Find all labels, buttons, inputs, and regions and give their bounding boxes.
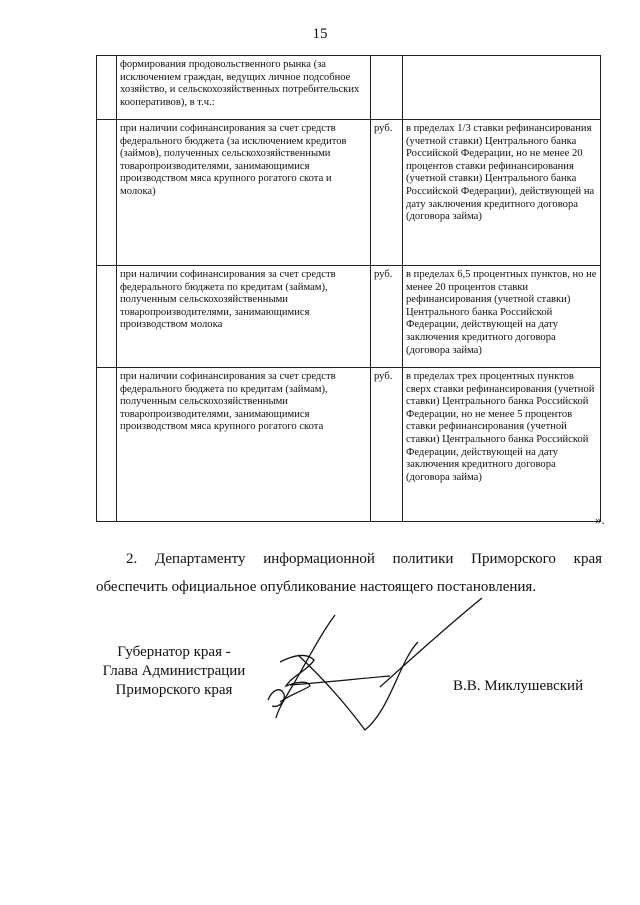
- signer-title: [84, 643, 264, 700]
- page-number: 15: [312, 26, 328, 42]
- description-cell: при наличии софинансирования за счет средств федерального бюджета (за исключением кредитов (займов), полученных сельскохозяйственными товаропроизводителями, занимающимися производством мяса крупного рогатого скота и молока): [117, 120, 371, 266]
- signer-title-line: Губернатор края -: [117, 644, 231, 660]
- unit-cell: руб.: [371, 120, 403, 266]
- row-number-cell: [97, 56, 117, 120]
- value-cell: в пределах 6,5 процентных пунктов, но не менее 20 процентов ставки рефинансирования (учетной ставки) Центрального банка Российской Федерации, действующей на дату заключения кредитного договора (договора займа): [403, 266, 601, 368]
- row-number-cell: [97, 120, 117, 266]
- handwritten-signature: [250, 590, 500, 750]
- table-row: [97, 266, 601, 368]
- description-cell: формирования продовольственного рынка (за исключением граждан, ведущих личное подсобное хозяйство, и сельскохозяйственных потребительских кооперативов), в т.ч.:: [117, 56, 371, 120]
- value-cell: в пределах трех процентных пунктов сверх ставки рефинансирования (учетной ставки) Центрального банка Российской Федерации, но не менее 5 процентов ставки рефинансирования (учетной ставки) Центрального банка Российской Федерации, действующей на дату заключения кредитного договора (договора займа): [403, 368, 601, 522]
- table-row: [97, 56, 601, 120]
- table-row: [97, 368, 601, 522]
- signer-title-line: Глава Администрации: [102, 663, 246, 679]
- closing-quote: ».: [595, 512, 605, 527]
- row-number-cell: [97, 368, 117, 522]
- paragraph-2: 2. Департаменту информационной политики Приморского края обеспечить официальное опубликование настоящего постановления.: [96, 551, 602, 595]
- unit-cell: руб.: [371, 368, 403, 522]
- signer-name: В.В. Миклушевский: [453, 678, 584, 694]
- signer-title-line: Приморского края: [115, 682, 233, 698]
- row-number-cell: [97, 266, 117, 368]
- value-cell: [403, 56, 601, 120]
- value-cell: в пределах 1/3 ставки рефинансирования (учетной ставки) Центрального банка Российской Федерации, но не менее 20 процентов ставки рефинансирования (учетной ставки) Центрального банка Российской Федерации), действующей на дату заключения кредитного договора (договора займа): [403, 120, 601, 266]
- description-cell: при наличии софинансирования за счет средств федерального бюджета по кредитам (займам), полученным сельскохозяйственными товаропроизводителями, занимающимися производством мяса крупного рогатого скота: [117, 368, 371, 522]
- unit-cell: руб.: [371, 266, 403, 368]
- table-row: [97, 120, 601, 266]
- unit-cell: [371, 56, 403, 120]
- description-cell: при наличии софинансирования за счет средств федерального бюджета по кредитам (займам), полученным сельскохозяйственными товаропроизводителями, занимающимися производством молока: [117, 266, 371, 368]
- tariff-table: [96, 55, 601, 522]
